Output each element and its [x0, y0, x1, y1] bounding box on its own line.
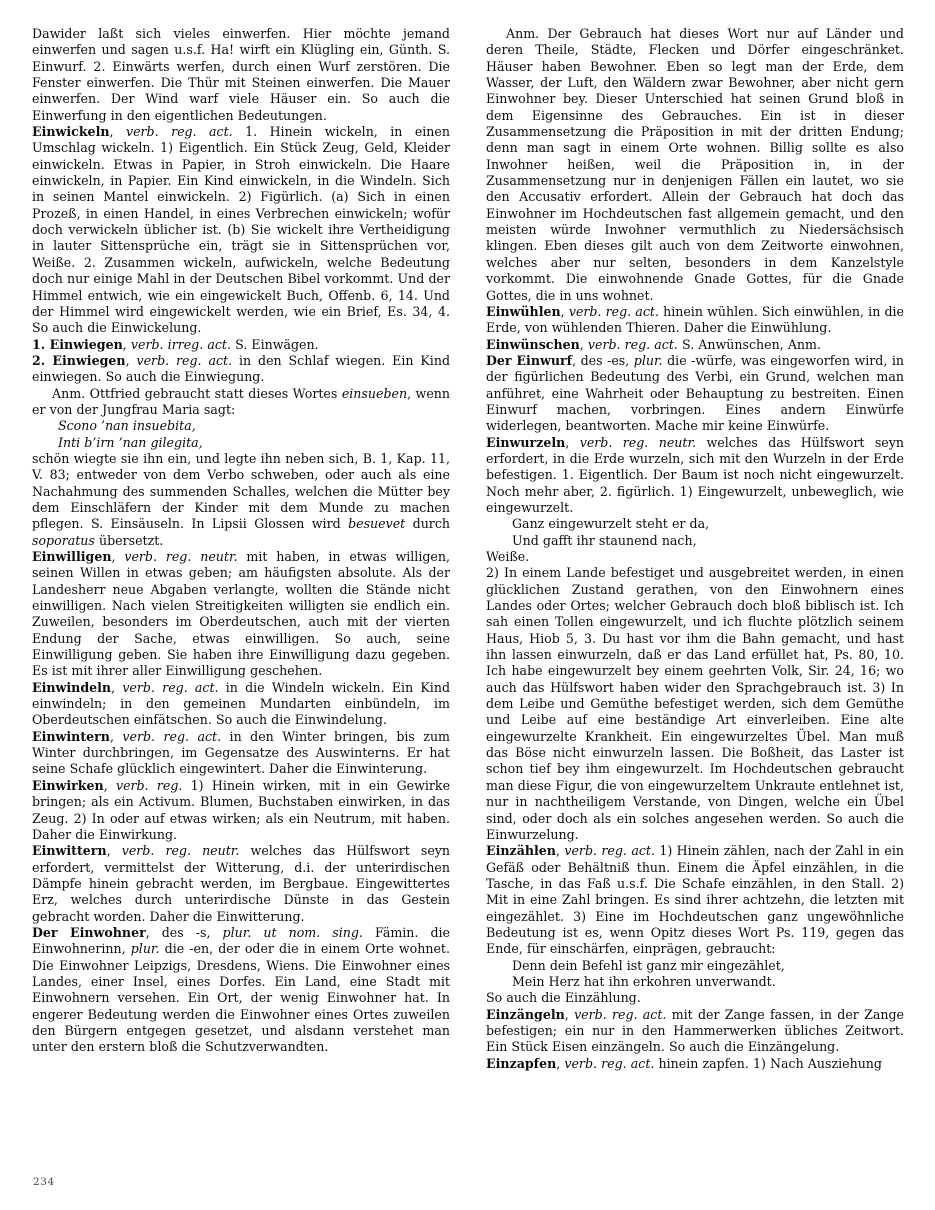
body-text: Anm. Ottfried gebraucht statt dieses Wortes — [52, 385, 342, 401]
headword: Einwirken — [32, 777, 104, 793]
body-text: in den Winter bringen, bis zum Winter durchbringen, im Gegensatze des Auswinterns. Er hat seine Schafe glücklich eingewintert. Daher die Einwinterung. — [32, 728, 450, 777]
italic-gloss: verb. reg. act. — [122, 679, 219, 695]
text-block — [486, 26, 904, 304]
two-column-text-body — [32, 26, 904, 1072]
body-text: welches das Hülfswort seyn erfordert, vermittelst der Witterung, d.i. der unterirdischen Dämpfe hinein gebracht werden, im Bergbaue. Eingewittertes Erz, welches durch unterirdische Dünste in das Gestein gebracht worden. Daher die Einwitterung. — [32, 843, 450, 924]
text-block — [486, 565, 904, 843]
body-text: in den Schlaf wiegen. Ein Kind einwiegen. So auch die Einwiegung. — [32, 352, 451, 385]
headword: Einzählen — [486, 843, 556, 859]
italic-gloss: verb. reg. neutr. — [121, 843, 240, 859]
text-block — [486, 958, 904, 974]
body-text: , — [122, 336, 131, 352]
body-text: , — [111, 549, 125, 564]
text-block — [486, 337, 904, 353]
text-block — [486, 843, 904, 957]
body-text: in die Windeln wickeln. Ein Kind einwindeln; in den gemeinen Mundarten einbündeln, im Oberdeutschen einfätschen. So auch die Einwindelung. — [32, 679, 451, 728]
headword: Einwittern — [32, 843, 107, 859]
text-block — [486, 1007, 904, 1056]
text-block — [486, 533, 904, 549]
headword: Einwintern — [32, 728, 110, 744]
italic-gloss: verb. reg. neutr. — [124, 549, 238, 564]
body-text: 1. Hinein wickeln, in einen Umschlag wickeln. 1) Eigentlich. Ein Stück Zeug, Geld, Kleider einwickeln. Etwas in Papier, in Stroh einwickeln. Die Haare einwickeln, in Papier. Ein Kind einwickeln, in die Windeln. Sich in seinen Mantel einwickeln. 2) Figürlich. (a) Sich in einen Prozeß, in einen Handel, in eines Verbrechen einwickeln; wofür doch verwickeln üblicher ist. (b) Sie wickelt ihre Vertheidigung in lauter Sittensprüche ein, trägt sie in Sittensprüchen vor, Weiße. 2. Zusammen wickeln, aufwickeln, welche Bedeutung doch nur einige Mahl in der Deutschen Bibel vorkommt. Und der Himmel entwich, wie ein eingewickelt Buch, Offenb. 6, 14. Und der Himmel wird eingewickelt werden, wie ein Brief, Es. 34, 4. So auch die Einwickelung. — [32, 124, 450, 336]
italic-gloss: verb. reg. act. — [136, 352, 233, 368]
body-text: , — [125, 352, 137, 368]
body-text: mit haben, in etwas willigen, seinen Willen in etwas geben; am häufigsten absolute. Als der Landesherr neue Abgaben verlangte, wollten die Stände nicht einwilligen. Nach vielen Streitigkeiten willigten sie endlich ein. Zuweilen, besonders im Oberdeutschen, auch mit der vierten Endung der Sache, etwas einwilligen. So auch, seine Einwilligung geben. Sie haben ihre Einwilligung dazu gegeben. Es ist mit ihrer aller Einwilligung geschehen. — [32, 549, 450, 679]
headword: Einwickeln — [32, 124, 110, 140]
italic-gloss: Scono ’nan insuebita, — [58, 418, 196, 434]
italic-gloss: verb. reg. act. — [574, 1006, 667, 1022]
italic-gloss: plur. ut nom. sing. — [222, 924, 363, 940]
italic-gloss: verb. reg. act. — [587, 336, 678, 352]
body-text: mit der Zange fassen, in der Zange befestigen; ein nur in den Hammerwerken übliches Zeitwort. Ein Stück Eisen einzängeln. So auch die Einzängelung. — [486, 1006, 904, 1055]
italic-gloss: verb. reg. act. — [564, 843, 655, 859]
headword: Einwühlen — [486, 303, 561, 319]
body-text: Dawider laßt sich vieles einwerfen. Hier möchte jemand einwerfen und sagen u.s.f. Ha! wirft ein Klügling ein, Günth. S. Einwurf. 2. Einwärts werfen, durch einen Wurf zerstören. Die Fenster einwerfen. Die Thür mit Steinen einwerfen. Die Mauer einwerfen. Der Wind warf viele Häuser ein. So auch die Einwerfung in den eigentlichen Bedeutungen. — [32, 26, 450, 123]
text-block — [32, 353, 450, 386]
body-text: 1) Hinein wirken, mit in ein Gewirke bringen; als ein Activum. Blumen, Buchstaben einwirken, in das Zeug. 2) In oder auf etwas wirken; als ein Neutrum, mit haben. Daher die Einwirkung. — [32, 777, 451, 842]
body-text: Denn dein Befehl ist ganz mir eingezählet, — [512, 957, 785, 973]
text-block — [486, 304, 904, 337]
italic-gloss: plur. — [130, 941, 160, 957]
body-text: , — [106, 843, 122, 859]
body-text: , — [564, 1006, 575, 1022]
body-text: welches das Hülfswort seyn erfordert, in die Erde wurzeln, sich mit den Wurzeln in der Erde befestigen. 1. Eigentlich. Der Baum ist noch nicht eingewurzelt. Noch mehr aber, 2. figürlich. 1) Eingewurzelt, unbeweglich, wie eingewurzelt. — [486, 434, 904, 515]
italic-gloss: soporatus — [32, 532, 95, 548]
text-block — [486, 516, 904, 532]
body-text: , — [556, 1055, 565, 1071]
body-text: 1) Hinein zählen, nach der Zahl in ein Gefäß oder Behältniß thun. Einem die Äpfel einzählen, in die Tasche, in das Faß u.s.f. Die Schafe einzählen, in den Stall. 2) Mit in eine Zahl bringen. Es sind ihrer achtzehn, die letzten mit eingezählet. 3) Eine im Hochdeutschen ganz ungewöhnliche Bedeutung ist es, wenn Opitz dieses Wort Ps. 119, gegen das Ende, für einschärfen, einprägen, gebraucht: — [486, 843, 904, 957]
body-text: , — [109, 728, 123, 744]
text-block — [32, 729, 450, 778]
headword: Einwilligen — [32, 549, 112, 564]
text-block — [486, 990, 904, 1006]
italic-gloss: einsueben — [341, 385, 408, 401]
body-text: die -en, der oder die in einem Orte wohnet. Die Einwohner Leipzigs, Dresdens, Wiens. Die Einwohner eines Landes, einer Insel, eines Dorfes. Ein Land, eine Stadt mit Einwohnern versehen. Ein Ort, der wenig Einwohner hat. In engerer Bedeutung werden die Einwohner eines Ortes zuweilen den Bürgern entgegen gesetzet, und alsdann verstehet man unter den erstern bloß die Schutzverwandten. — [32, 941, 450, 1055]
body-text: Weiße. — [486, 549, 530, 564]
italic-gloss: Inti b’irn ’nan gilegita, — [58, 434, 203, 450]
headword: Einwindeln — [32, 679, 112, 695]
headword: Der Einwurf — [486, 352, 573, 368]
body-text: Fämin. die Einwohnerinn, — [32, 924, 450, 957]
text-block — [486, 549, 904, 565]
headword: Einzapfen — [486, 1055, 557, 1071]
body-text: 2) In einem Lande befestiget und ausgebreitet werden, in einen glücklichen Zustand gerathen, von den Einwohnern eines Landes oder Ortes; welcher Gebrauch doch bloß biblisch ist. Ich sah einen Tollen eingewurzelt, und ich fluchte plötzlich seinem Haus, Hiob 5, 3. Du hast vor ihm die Bahn gemacht, und hast ihn lassen einwurzeln, daß er das Land erfüllet hat, Ps. 80, 10. Ich habe eingewurzelt bey einem geehrten Volk, Sir. 24, 16; wo auch das Hülfswort haben wider den Sprachgebrauch ist. 3) In dem Leibe und Gemüthe befestiget werden, sich dem Gemüthe und Leibe auf eine beständige Art einverleiben. Eine alte eingewurzelte Krankheit. Ein eingewurzeltes Übel. Man muß das Böse nicht einwurzeln lassen. Die Boßheit, das Laster ist schon tief bey ihm eingewurzelt. Im Hochdeutschen gebraucht man diese Figur, die von eingewurzeltem Unkraute entlehnet ist, nur in nachtheiligem Verstande, von Dingen, welche ein Übel sind, oder doch als ein solches angesehen werden. So auch die Einwurzelung. — [486, 565, 904, 842]
text-block — [32, 26, 450, 124]
body-text: , — [109, 124, 126, 140]
text-block — [486, 1056, 904, 1072]
italic-gloss: plur. — [633, 352, 663, 368]
body-text: , — [560, 303, 569, 319]
body-text: So auch die Einzählung. — [486, 990, 641, 1006]
text-block — [32, 124, 450, 336]
text-block — [486, 974, 904, 990]
italic-gloss: verb. reg. neutr. — [579, 434, 697, 450]
body-text: übersetzt. — [94, 532, 164, 548]
headword: 1. Einwiegen — [32, 336, 123, 352]
body-text: Und gafft ihr staunend nach, — [512, 532, 697, 548]
body-text: Mein Herz hat ihn erkohren unverwandt. — [512, 973, 776, 989]
body-text: , — [111, 679, 123, 695]
text-block — [486, 435, 904, 517]
body-text: , — [555, 843, 565, 859]
headword: Einzängeln — [486, 1006, 565, 1022]
body-text: Ganz eingewurzelt steht er da, — [512, 516, 710, 532]
body-text: durch — [405, 516, 450, 532]
body-text: , des -es, — [572, 352, 634, 368]
body-text: hinein wühlen. Sich einwühlen, in die Erde, von wühlenden Thieren. Daher die Einwühlung. — [486, 303, 905, 336]
italic-gloss: verb. irreg. act. — [130, 336, 231, 352]
text-block — [32, 778, 450, 843]
left-text-column — [32, 26, 450, 1072]
headword: Der Einwohner — [32, 924, 146, 940]
text-block — [32, 435, 450, 451]
text-block — [32, 418, 450, 434]
text-block — [32, 843, 450, 925]
page-number: 234 — [33, 1176, 55, 1188]
body-text: S. Anwünschen, Anm. — [677, 336, 821, 352]
text-block — [486, 353, 904, 435]
italic-gloss: besuevet — [348, 516, 406, 532]
body-text: Anm. Der Gebrauch hat dieses Wort nur auf Länder und deren Theile, Städte, Flecken und Dörfer eingeschränket. Häuser haben Bewohner. Eben so legt man der Erde, dem Wasser, der Luft, den Wäldern zwar Bewohner, aber nicht gern Einwohner bey. Dieser Unterschied hat seinen Grund bloß in dem Eigensinne des Gebrauches. Ein ist in dieser Zusammensetzung die Präposition in mit der dritten Endung; denn man sagt in einem Orte wohnen. Billig sollte es also Inwohner heißen, weil die Präposition in, in der Zusammensetzung nur in denjenigen Fällen ein lautet, wo sie den Accusativ erfordert. Allein der Gebrauch hat doch das Einwohner im Hochdeutschen fast allgemein gemacht, und den meisten würde Inwohner vermuthlich zu Niedersächsisch klingen. Eben dieses gilt auch von dem Zeitworte einwohnen, welches aber nur selten, besonders in dem Kanzelstyle vorkommt. Die einwohnende Gnade Gottes, für die Gnade Gottes, die in uns wohnet. — [486, 26, 904, 303]
headword: Einwünschen — [486, 336, 580, 352]
body-text: die -würfe, was eingeworfen wird, in der figürlichen Bedeutung des Verbi, ein Grund, welchen man anführet, eine Wahrheit oder Behauptung zu bestreiten. Einen Einwurf machen, vorbringen. Eines andern Einwürfe widerlegen, beantworten. Mache mir keine Einwürfe. — [486, 352, 904, 434]
text-block — [32, 925, 450, 1056]
body-text: hinein zapfen. 1) Nach Ausziehung — [654, 1055, 882, 1071]
body-text: , — [579, 336, 588, 352]
italic-gloss: verb. reg. act. — [125, 124, 233, 140]
italic-gloss: verb. reg. act. — [122, 728, 222, 744]
italic-gloss: verb. reg. act. — [564, 1055, 655, 1071]
italic-gloss: verb. reg. — [115, 777, 183, 793]
text-block — [32, 337, 450, 353]
body-text: , — [565, 434, 580, 450]
text-block — [32, 680, 450, 729]
right-text-column — [486, 26, 904, 1072]
body-text: S. Einwägen. — [230, 336, 319, 352]
body-text: schön wiegte sie ihn ein, und legte ihn neben sich, B. 1, Kap. 11, V. 83; entweder von dem Verbo schweben, oder auch als eine Nachahmung des summenden Schalles, welchen die Mütter bey dem Einschläfern der Kinder mit dem Munde zu machen pflegen. S. Einsäuseln. In Lipsii Glossen wird — [32, 450, 450, 532]
text-block — [32, 549, 450, 680]
text-block — [32, 386, 450, 419]
body-text: , — [103, 777, 116, 793]
headword: Einwurzeln — [486, 434, 566, 450]
headword: 2. Einwiegen — [32, 352, 126, 368]
body-text: , des -s, — [145, 924, 223, 940]
text-block — [32, 451, 450, 549]
body-text: , wenn er von der Jungfrau Maria sagt: — [32, 385, 451, 417]
italic-gloss: verb. reg. act. — [568, 303, 659, 319]
